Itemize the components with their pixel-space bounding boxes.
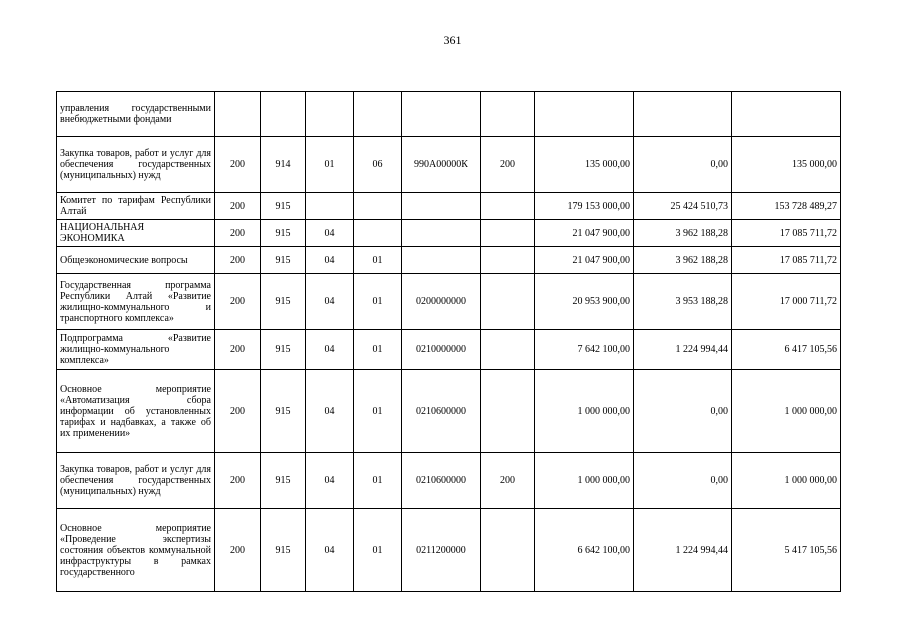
- row-target-article: 990А00000К: [402, 137, 481, 193]
- row-subsection: 01: [354, 330, 402, 370]
- row-section: 04: [306, 330, 354, 370]
- row-expense-type: [481, 92, 535, 137]
- row-subsection: 01: [354, 370, 402, 453]
- table-row: [57, 370, 841, 453]
- row-code-1: 200: [215, 453, 261, 509]
- row-target-article: 0210000000: [402, 330, 481, 370]
- row-amount-1: 6 642 100,00: [535, 509, 634, 592]
- row-name: Общеэкономические вопросы: [57, 247, 215, 274]
- page-number: 361: [443, 33, 462, 47]
- row-code-2: 915: [261, 330, 306, 370]
- row-amount-3: 17 085 711,72: [732, 247, 841, 274]
- table-row: [57, 274, 841, 330]
- row-amount-2: 3 953 188,28: [634, 274, 732, 330]
- row-code-2: 915: [261, 220, 306, 247]
- row-name: Комитет по тарифам Республики Алтай: [57, 193, 215, 220]
- row-target-article: [402, 193, 481, 220]
- row-subsection: 06: [354, 137, 402, 193]
- row-subsection: 01: [354, 453, 402, 509]
- table-row: [57, 220, 841, 247]
- row-amount-1: 135 000,00: [535, 137, 634, 193]
- row-amount-1: 20 953 900,00: [535, 274, 634, 330]
- row-amount-3: 5 417 105,56: [732, 509, 841, 592]
- row-target-article: [402, 92, 481, 137]
- row-target-article: 0211200000: [402, 509, 481, 592]
- row-amount-2: 1 224 994,44: [634, 509, 732, 592]
- row-amount-2: 0,00: [634, 370, 732, 453]
- row-section: 04: [306, 453, 354, 509]
- row-amount-3: 17 000 711,72: [732, 274, 841, 330]
- row-amount-1: 21 047 900,00: [535, 220, 634, 247]
- row-section: [306, 193, 354, 220]
- row-name: Государственная программа Республики Алтай «Развитие жилищно-коммунального и транспортного комплекса»: [57, 274, 215, 330]
- table-row: [57, 92, 841, 137]
- row-code-1: 200: [215, 193, 261, 220]
- row-code-1: 200: [215, 274, 261, 330]
- budget-table: [56, 91, 841, 592]
- row-section: 04: [306, 220, 354, 247]
- row-amount-2: 0,00: [634, 137, 732, 193]
- row-amount-3: [732, 92, 841, 137]
- row-code-2: 915: [261, 274, 306, 330]
- table-row: [57, 193, 841, 220]
- row-subsection: [354, 193, 402, 220]
- row-name: НАЦИОНАЛЬНАЯ ЭКОНОМИКА: [57, 220, 215, 247]
- row-amount-3: 153 728 489,27: [732, 193, 841, 220]
- row-amount-2: 3 962 188,28: [634, 220, 732, 247]
- row-expense-type: [481, 247, 535, 274]
- row-amount-1: 1 000 000,00: [535, 453, 634, 509]
- table-row: [57, 137, 841, 193]
- row-code-1: 200: [215, 247, 261, 274]
- row-amount-2: [634, 92, 732, 137]
- table-row: [57, 247, 841, 274]
- row-target-article: 0210600000: [402, 453, 481, 509]
- row-code-2: 915: [261, 370, 306, 453]
- row-amount-1: [535, 92, 634, 137]
- row-amount-2: 0,00: [634, 453, 732, 509]
- row-expense-type: [481, 509, 535, 592]
- row-code-2: [261, 92, 306, 137]
- row-code-2: 914: [261, 137, 306, 193]
- row-amount-3: 1 000 000,00: [732, 370, 841, 453]
- row-code-2: 915: [261, 509, 306, 592]
- row-section: [306, 92, 354, 137]
- row-section: 01: [306, 137, 354, 193]
- row-section: 04: [306, 274, 354, 330]
- row-section: 04: [306, 370, 354, 453]
- row-subsection: 01: [354, 509, 402, 592]
- row-code-1: 200: [215, 370, 261, 453]
- row-code-1: 200: [215, 509, 261, 592]
- row-name: Основное мероприятие «Автоматизация сбора информации об установленных тарифах и надбавках, а также об их применении»: [57, 370, 215, 453]
- row-amount-1: 21 047 900,00: [535, 247, 634, 274]
- row-name: Подпрограмма «Развитие жилищно-коммунального комплекса»: [57, 330, 215, 370]
- row-subsection: 01: [354, 274, 402, 330]
- row-expense-type: 200: [481, 137, 535, 193]
- row-expense-type: 200: [481, 453, 535, 509]
- row-code-1: 200: [215, 330, 261, 370]
- row-amount-3: 17 085 711,72: [732, 220, 841, 247]
- row-expense-type: [481, 330, 535, 370]
- row-code-1: 200: [215, 220, 261, 247]
- row-amount-1: 179 153 000,00: [535, 193, 634, 220]
- row-name: управления государственными внебюджетными фондами: [57, 92, 215, 137]
- row-name: Закупка товаров, работ и услуг для обеспечения государственных (муниципальных) нужд: [57, 453, 215, 509]
- row-amount-2: 25 424 510,73: [634, 193, 732, 220]
- row-expense-type: [481, 193, 535, 220]
- row-code-2: 915: [261, 247, 306, 274]
- row-code-1: [215, 92, 261, 137]
- row-amount-2: 3 962 188,28: [634, 247, 732, 274]
- row-amount-1: 7 642 100,00: [535, 330, 634, 370]
- row-code-2: 915: [261, 453, 306, 509]
- row-expense-type: [481, 274, 535, 330]
- row-section: 04: [306, 247, 354, 274]
- row-expense-type: [481, 220, 535, 247]
- row-target-article: [402, 220, 481, 247]
- row-amount-3: 6 417 105,56: [732, 330, 841, 370]
- row-target-article: [402, 247, 481, 274]
- table-row: [57, 330, 841, 370]
- row-amount-2: 1 224 994,44: [634, 330, 732, 370]
- row-amount-3: 135 000,00: [732, 137, 841, 193]
- row-name: Основное мероприятие «Проведение экспертизы состояния объектов коммунальной инфраструктуры в рамках государственного: [57, 509, 215, 592]
- budget-table-body: [57, 92, 841, 592]
- row-expense-type: [481, 370, 535, 453]
- row-subsection: [354, 220, 402, 247]
- row-amount-3: 1 000 000,00: [732, 453, 841, 509]
- row-target-article: 0200000000: [402, 274, 481, 330]
- row-subsection: [354, 92, 402, 137]
- row-amount-1: 1 000 000,00: [535, 370, 634, 453]
- row-section: 04: [306, 509, 354, 592]
- row-code-2: 915: [261, 193, 306, 220]
- table-row: [57, 453, 841, 509]
- row-code-1: 200: [215, 137, 261, 193]
- row-subsection: 01: [354, 247, 402, 274]
- row-target-article: 0210600000: [402, 370, 481, 453]
- row-name: Закупка товаров, работ и услуг для обеспечения государственных (муниципальных) нужд: [57, 137, 215, 193]
- table-row: [57, 509, 841, 592]
